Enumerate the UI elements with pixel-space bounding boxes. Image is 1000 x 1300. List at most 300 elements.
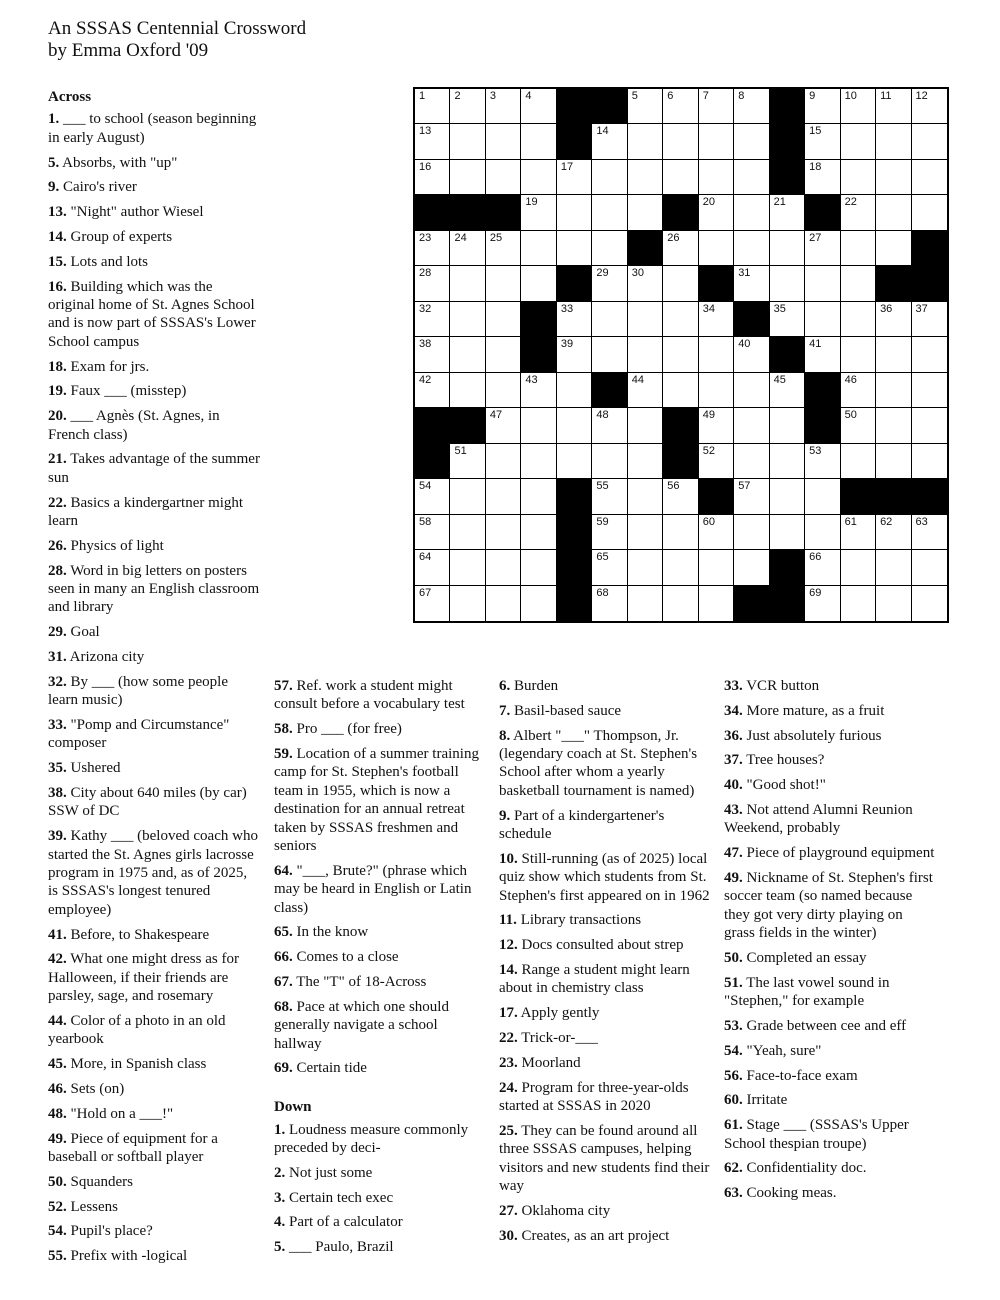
grid-cell[interactable] xyxy=(876,302,911,337)
grid-cell[interactable] xyxy=(450,337,485,372)
grid-cell[interactable] xyxy=(628,373,663,408)
grid-cell[interactable] xyxy=(663,266,698,301)
grid-cell[interactable] xyxy=(770,195,805,230)
clue-number: 7. xyxy=(499,702,511,719)
grid-cell[interactable] xyxy=(770,479,805,514)
clue-number: 22. xyxy=(48,494,67,511)
clue-text: "Night" author Wiesel xyxy=(66,204,204,221)
grid-cell[interactable] xyxy=(557,231,592,266)
cell-number: 11 xyxy=(880,90,892,102)
black-square xyxy=(770,337,805,372)
grid-cell[interactable] xyxy=(841,373,876,408)
clue-text: Faux ___ (misstep) xyxy=(66,383,187,400)
grid-cell[interactable] xyxy=(521,373,556,408)
grid-cell[interactable] xyxy=(486,373,521,408)
grid-cell[interactable] xyxy=(663,160,698,195)
grid-cell[interactable] xyxy=(734,195,769,230)
grid-cell[interactable] xyxy=(699,89,734,124)
black-square xyxy=(521,302,556,337)
grid-cell[interactable] xyxy=(841,160,876,195)
clue-number: 37. xyxy=(724,752,743,769)
grid-cell[interactable] xyxy=(876,373,911,408)
cell-number: 56 xyxy=(667,480,680,493)
grid-cell[interactable] xyxy=(628,550,663,585)
grid-cell[interactable] xyxy=(912,373,947,408)
grid-cell[interactable] xyxy=(841,550,876,585)
clue-text: Grade between cee and eff xyxy=(742,1018,907,1034)
grid-cell[interactable] xyxy=(663,479,698,514)
grid-cell[interactable] xyxy=(663,586,698,621)
grid-cell[interactable] xyxy=(628,586,663,621)
grid-cell[interactable] xyxy=(415,266,450,301)
clue-text: More mature, as a fruit xyxy=(742,702,885,719)
black-square xyxy=(415,408,450,443)
grid-cell[interactable] xyxy=(876,444,911,479)
grid-cell[interactable] xyxy=(805,266,840,301)
grid-cell[interactable] xyxy=(912,337,947,372)
black-square xyxy=(770,89,805,124)
grid-cell[interactable] xyxy=(557,302,592,337)
clue-number: 8. xyxy=(499,727,511,744)
grid-cell[interactable] xyxy=(521,89,556,124)
grid-cell[interactable] xyxy=(770,302,805,337)
down-clue xyxy=(499,1122,711,1196)
grid-cell[interactable] xyxy=(628,195,663,230)
grid-cell[interactable] xyxy=(592,444,627,479)
grid-cell[interactable] xyxy=(450,373,485,408)
down-clue xyxy=(499,1004,711,1022)
clue-text: Lots and lots xyxy=(66,253,148,270)
grid-cell[interactable] xyxy=(805,302,840,337)
grid-cell[interactable] xyxy=(770,444,805,479)
clue-number: 69. xyxy=(274,1060,293,1077)
across-clue xyxy=(48,673,260,710)
clue-column-1 xyxy=(48,88,260,1272)
grid-cell[interactable] xyxy=(486,479,521,514)
grid-cell[interactable] xyxy=(770,408,805,443)
cell-number: 12 xyxy=(915,90,928,102)
cell-number: 66 xyxy=(809,551,822,564)
clue-text: Pace at which one should generally navigate a school hallway xyxy=(274,998,449,1052)
cell-number: 23 xyxy=(419,231,432,244)
clue-text: Not just some xyxy=(285,1164,373,1181)
cell-number: 28 xyxy=(419,267,432,280)
clue-number: 41. xyxy=(48,926,67,943)
grid-cell[interactable] xyxy=(841,302,876,337)
clue-section-heading: Across xyxy=(48,89,92,105)
black-square xyxy=(557,515,592,550)
grid-cell[interactable] xyxy=(699,337,734,372)
grid-cell[interactable] xyxy=(841,586,876,621)
down-clue xyxy=(499,702,711,720)
grid-cell[interactable] xyxy=(628,160,663,195)
clue-text: Burden xyxy=(510,678,559,694)
clue-text: Part of a kindergartener's schedule xyxy=(499,807,665,843)
across-clue xyxy=(48,358,260,376)
cell-number: 17 xyxy=(560,160,574,173)
clue-number: 43. xyxy=(724,801,743,818)
grid-cell[interactable] xyxy=(699,444,734,479)
cell-number: 14 xyxy=(596,125,609,138)
grid-cell[interactable] xyxy=(805,479,840,514)
grid-cell[interactable] xyxy=(734,373,769,408)
down-clue xyxy=(274,1213,486,1231)
grid-cell[interactable] xyxy=(592,515,627,550)
grid-cell[interactable] xyxy=(912,444,947,479)
clue-number: 13. xyxy=(48,204,67,221)
cell-number: 59 xyxy=(596,515,609,528)
grid-cell[interactable] xyxy=(486,444,521,479)
grid-cell[interactable] xyxy=(734,337,769,372)
grid-cell[interactable] xyxy=(450,586,485,621)
grid-cell[interactable] xyxy=(876,550,911,585)
grid-cell[interactable] xyxy=(450,515,485,550)
clue-number: 62. xyxy=(724,1160,743,1177)
grid-cell[interactable] xyxy=(521,515,556,550)
grid-cell[interactable] xyxy=(592,302,627,337)
grid-cell[interactable] xyxy=(663,373,698,408)
grid-cell[interactable] xyxy=(841,231,876,266)
grid-cell[interactable] xyxy=(912,302,947,337)
grid-cell[interactable] xyxy=(557,195,592,230)
grid-cell[interactable] xyxy=(805,124,840,159)
grid-cell[interactable] xyxy=(415,586,450,621)
grid-cell[interactable] xyxy=(415,479,450,514)
grid-cell[interactable] xyxy=(699,408,734,443)
cell-number: 61 xyxy=(844,515,857,528)
grid-cell[interactable] xyxy=(592,231,627,266)
grid-cell[interactable] xyxy=(486,231,521,266)
grid-cell[interactable] xyxy=(557,444,592,479)
clue-number: 66. xyxy=(274,949,293,966)
clue-text: Basil-based sauce xyxy=(510,702,622,719)
grid-cell[interactable] xyxy=(699,550,734,585)
grid-cell[interactable] xyxy=(770,373,805,408)
grid-cell[interactable] xyxy=(415,231,450,266)
grid-cell[interactable] xyxy=(734,479,769,514)
grid-cell[interactable] xyxy=(592,124,627,159)
grid-cell[interactable] xyxy=(486,408,521,443)
grid-cell[interactable] xyxy=(557,337,592,372)
grid-cell[interactable] xyxy=(628,444,663,479)
grid-cell[interactable] xyxy=(912,550,947,585)
down-clue xyxy=(499,1054,711,1072)
cell-number: 45 xyxy=(773,373,786,386)
grid-cell[interactable] xyxy=(912,408,947,443)
grid-cell[interactable] xyxy=(592,195,627,230)
across-clue xyxy=(48,178,260,196)
grid-cell[interactable] xyxy=(486,586,521,621)
clue-number: 64. xyxy=(274,862,293,879)
grid-cell[interactable] xyxy=(876,408,911,443)
grid-cell[interactable] xyxy=(663,89,698,124)
grid-cell[interactable] xyxy=(628,408,663,443)
grid-cell[interactable] xyxy=(415,373,450,408)
grid-cell[interactable] xyxy=(415,89,450,124)
down-clue xyxy=(724,677,936,695)
clue-number: 17. xyxy=(499,1005,518,1022)
clue-number: 36. xyxy=(724,727,743,744)
grid-cell[interactable] xyxy=(912,160,947,195)
clue-text: Location of a summer training camp for St. Stephen's football team in 1955, which is now a destination for an annual retreat taken by SSSAS freshmen and seniors xyxy=(274,746,479,855)
grid-cell[interactable] xyxy=(734,408,769,443)
grid-cell[interactable] xyxy=(912,89,947,124)
across-clue xyxy=(48,253,260,271)
grid-cell[interactable] xyxy=(557,408,592,443)
grid-cell[interactable] xyxy=(486,266,521,301)
grid-cell[interactable] xyxy=(450,302,485,337)
grid-cell[interactable] xyxy=(912,124,947,159)
clue-text: Cairo's river xyxy=(59,179,137,196)
grid-cell[interactable] xyxy=(699,124,734,159)
grid-cell[interactable] xyxy=(734,89,769,124)
grid-cell[interactable] xyxy=(663,337,698,372)
clue-number: 2. xyxy=(274,1164,286,1181)
grid-cell[interactable] xyxy=(592,266,627,301)
grid-cell[interactable] xyxy=(415,160,450,195)
grid-cell[interactable] xyxy=(841,266,876,301)
black-square xyxy=(663,408,698,443)
down-clue xyxy=(724,776,936,794)
clue-number: 28. xyxy=(48,562,67,579)
grid-cell[interactable] xyxy=(805,550,840,585)
black-square xyxy=(734,586,769,621)
cell-number: 68 xyxy=(596,586,609,599)
grid-cell[interactable] xyxy=(450,231,485,266)
clue-number: 49. xyxy=(48,1130,67,1147)
cell-number: 24 xyxy=(454,231,467,244)
grid-cell[interactable] xyxy=(912,515,947,550)
grid-cell[interactable] xyxy=(734,550,769,585)
grid-cell[interactable] xyxy=(912,586,947,621)
cell-number: 9 xyxy=(809,90,816,102)
grid-cell[interactable] xyxy=(592,160,627,195)
grid-cell[interactable] xyxy=(450,89,485,124)
grid-cell[interactable] xyxy=(592,479,627,514)
grid-cell[interactable] xyxy=(663,124,698,159)
clue-column-3 xyxy=(499,677,711,1251)
grid-cell[interactable] xyxy=(841,408,876,443)
down-clue xyxy=(274,1164,486,1182)
grid-cell[interactable] xyxy=(486,337,521,372)
grid-cell[interactable] xyxy=(592,550,627,585)
grid-cell[interactable] xyxy=(770,231,805,266)
clue-number: 22. xyxy=(499,1030,518,1047)
grid-cell[interactable] xyxy=(770,266,805,301)
clue-number: 35. xyxy=(48,760,67,777)
down-clue xyxy=(274,1189,486,1207)
grid-cell[interactable] xyxy=(734,444,769,479)
grid-cell[interactable] xyxy=(592,408,627,443)
grid-cell[interactable] xyxy=(699,160,734,195)
grid-cell[interactable] xyxy=(415,124,450,159)
grid-cell[interactable] xyxy=(450,550,485,585)
grid-cell[interactable] xyxy=(912,195,947,230)
black-square xyxy=(521,337,556,372)
clue-number: 50. xyxy=(724,950,743,966)
across-clue xyxy=(48,537,260,555)
clue-number: 9. xyxy=(499,807,511,824)
grid-cell[interactable] xyxy=(699,231,734,266)
black-square xyxy=(663,195,698,230)
grid-cell[interactable] xyxy=(521,550,556,585)
grid-cell[interactable] xyxy=(699,586,734,621)
clue-number: 56. xyxy=(724,1067,743,1084)
grid-cell[interactable] xyxy=(521,231,556,266)
grid-cell[interactable] xyxy=(805,444,840,479)
grid-cell[interactable] xyxy=(486,550,521,585)
down-clue xyxy=(724,1067,936,1085)
grid-cell[interactable] xyxy=(805,231,840,266)
grid-cell[interactable] xyxy=(486,515,521,550)
grid-cell[interactable] xyxy=(841,124,876,159)
grid-cell[interactable] xyxy=(841,337,876,372)
cell-number: 3 xyxy=(489,90,497,102)
grid-cell[interactable] xyxy=(521,479,556,514)
grid-cell[interactable] xyxy=(805,89,840,124)
grid-cell[interactable] xyxy=(557,373,592,408)
grid-cell[interactable] xyxy=(805,337,840,372)
grid-cell[interactable] xyxy=(521,586,556,621)
black-square xyxy=(557,266,592,301)
grid-cell[interactable] xyxy=(486,124,521,159)
grid-cell[interactable] xyxy=(734,266,769,301)
grid-cell[interactable] xyxy=(521,408,556,443)
across-clue xyxy=(48,648,260,666)
clue-number: 11. xyxy=(499,912,517,929)
clue-number: 52. xyxy=(48,1198,67,1215)
clue-text: Not attend Alumni Reunion Weekend, probably xyxy=(724,801,913,837)
grid-cell[interactable] xyxy=(628,337,663,372)
grid-cell[interactable] xyxy=(415,302,450,337)
grid-cell[interactable] xyxy=(450,160,485,195)
grid-cell[interactable] xyxy=(876,89,911,124)
grid-cell[interactable] xyxy=(805,586,840,621)
down-clue xyxy=(724,1091,936,1109)
grid-cell[interactable] xyxy=(841,89,876,124)
grid-cell[interactable] xyxy=(450,124,485,159)
grid-cell[interactable] xyxy=(486,160,521,195)
grid-cell[interactable] xyxy=(841,195,876,230)
clue-text: Part of a calculator xyxy=(285,1214,403,1231)
grid-cell[interactable] xyxy=(592,337,627,372)
grid-cell[interactable] xyxy=(876,337,911,372)
grid-cell[interactable] xyxy=(663,515,698,550)
grid-cell[interactable] xyxy=(876,195,911,230)
across-clue xyxy=(48,827,260,919)
clue-text: Before, to Shakespeare xyxy=(66,926,210,943)
black-square xyxy=(628,231,663,266)
clue-text: They can be found around all three SSSAS campuses, helping visitors and new students find their way xyxy=(499,1122,710,1195)
grid-cell[interactable] xyxy=(557,160,592,195)
grid-cell[interactable] xyxy=(628,302,663,337)
across-clue xyxy=(48,228,260,246)
black-square xyxy=(734,302,769,337)
clue-number: 32. xyxy=(48,673,67,690)
grid-cell[interactable] xyxy=(450,266,485,301)
grid-cell[interactable] xyxy=(841,444,876,479)
grid-cell[interactable] xyxy=(876,160,911,195)
cell-number: 53 xyxy=(809,444,822,457)
clue-text: Goal xyxy=(66,624,100,641)
grid-cell[interactable] xyxy=(876,515,911,550)
grid-cell[interactable] xyxy=(415,550,450,585)
clue-text: Cooking meas. xyxy=(742,1185,837,1202)
grid-cell[interactable] xyxy=(805,515,840,550)
grid-cell[interactable] xyxy=(521,195,556,230)
clue-number: 59. xyxy=(274,746,293,762)
grid-cell[interactable] xyxy=(770,515,805,550)
grid-cell[interactable] xyxy=(486,302,521,337)
down-clue xyxy=(499,850,711,905)
grid-cell[interactable] xyxy=(841,515,876,550)
clue-text: Oklahoma city xyxy=(517,1202,611,1219)
grid-cell[interactable] xyxy=(805,160,840,195)
grid-cell[interactable] xyxy=(734,160,769,195)
grid-cell[interactable] xyxy=(628,515,663,550)
clue-text: "Hold on a ___!" xyxy=(66,1105,174,1122)
black-square xyxy=(770,160,805,195)
grid-cell[interactable] xyxy=(415,515,450,550)
grid-cell[interactable] xyxy=(734,231,769,266)
down-clue xyxy=(724,949,936,967)
grid-cell[interactable] xyxy=(699,195,734,230)
grid-cell[interactable] xyxy=(876,124,911,159)
grid-cell[interactable] xyxy=(699,515,734,550)
down-clue xyxy=(724,801,936,838)
black-square xyxy=(557,550,592,585)
grid-cell[interactable] xyxy=(734,124,769,159)
grid-cell[interactable] xyxy=(415,337,450,372)
clue-text: VCR button xyxy=(742,678,820,694)
grid-cell[interactable] xyxy=(450,479,485,514)
grid-cell[interactable] xyxy=(663,231,698,266)
cell-number: 49 xyxy=(702,409,715,422)
grid-cell[interactable] xyxy=(628,479,663,514)
grid-cell[interactable] xyxy=(592,586,627,621)
black-square xyxy=(876,479,911,514)
clue-text: Creates, as an art project xyxy=(517,1227,670,1244)
clue-text: What one might dress as for Halloween, if their friends are parsley, sage, and rosemary xyxy=(48,951,239,1005)
clue-number: 18. xyxy=(48,358,67,375)
clue-text: Ushered xyxy=(66,760,121,777)
grid-cell[interactable] xyxy=(876,231,911,266)
grid-cell[interactable] xyxy=(663,550,698,585)
clue-number: 14. xyxy=(48,229,67,245)
grid-cell[interactable] xyxy=(521,124,556,159)
grid-cell[interactable] xyxy=(521,444,556,479)
clue-number: 47. xyxy=(724,845,743,862)
grid-cell[interactable] xyxy=(521,266,556,301)
cell-number: 16 xyxy=(419,160,432,173)
grid-cell[interactable] xyxy=(450,444,485,479)
grid-cell[interactable] xyxy=(876,586,911,621)
clue-text: Albert "___" Thompson, Jr. (legendary coach at St. Stephen's School after whom a yearly basketball tournament is named) xyxy=(499,727,698,799)
down-clue xyxy=(724,974,936,1011)
grid-cell[interactable] xyxy=(663,302,698,337)
grid-cell[interactable] xyxy=(628,266,663,301)
grid-cell[interactable] xyxy=(521,160,556,195)
grid-cell[interactable] xyxy=(734,515,769,550)
down-clue xyxy=(499,727,711,801)
grid-cell[interactable] xyxy=(699,373,734,408)
grid-cell[interactable] xyxy=(628,124,663,159)
cell-number: 15 xyxy=(809,125,822,138)
grid-cell[interactable] xyxy=(699,302,734,337)
grid-cell[interactable] xyxy=(486,89,521,124)
clue-number: 53. xyxy=(724,1018,743,1034)
grid-cell[interactable] xyxy=(628,89,663,124)
